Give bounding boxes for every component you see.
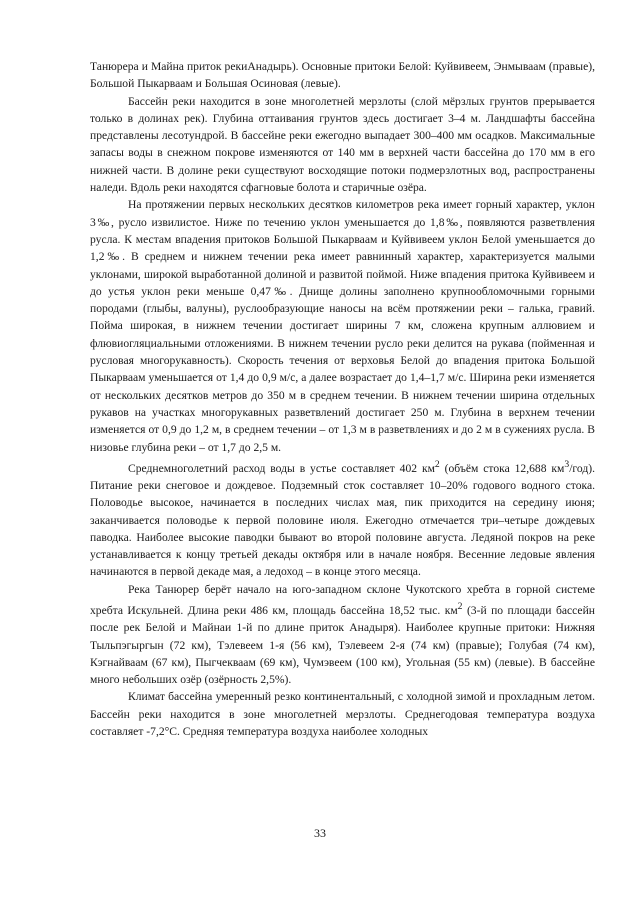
paragraph-discharge xyxy=(90,456,595,581)
page-number: 33 xyxy=(314,826,326,840)
superscript-2: 2 xyxy=(434,458,440,470)
discharge-text-b: (объём стока 12,688 км xyxy=(439,461,565,475)
tanyurer-text-b: (3-й по площади бассейн после рек Белой и Майнаи 1-й по длине приток Анадыря). Наиболее крупные притоки: Нижняя Тыльпэгыргын (72 км), Тэлевеем 1-я (56 км), Тэлевеем 2-я (74 км) (правые); Голубая (74 км), Кэгнайваам (67 км), Пыгчекваам (69 км), Чумэвеем (100 км), Угольная (55 км) (левые). В бассейне много небольших озёр (озёрность 2,5%). xyxy=(90,603,595,687)
discharge-text-c: /год). Питание реки снеговое и дождевое. Подземный сток составляет 10–20% годового водного стока. Половодье высокое, начинается в последних числах мая, пик приходится на середину июня; заканчивается половодье к первой половине июля. Ежегодно отмечается три–четыре дождевых паводка. Наиболее высокие паводки бывают во второй половине августа. Ледяной покров на реке устанавливается к концу третьей декады октября или в начале ноября. Весенние ледовые явления начинаются в первой декаде мая, а ледоход – в конце этого месяца. xyxy=(90,461,596,579)
paragraph-permafrost: Бассейн реки находится в зоне многолетней мерзлоты (слой мёрзлых грунтов прерывается только в долинах рек). Глубина оттаивания грунтов здесь достигает 3–4 м. Ландшафты бассейна представлены лесотундрой. В бассейне реки ежегодно выпадает 300–400 мм осадков. Максимальные запасы воды в снежном покрове изменяются от 140 мм в верхней части бассейна до 170 мм в его нижней части. В долине реки существуют восходящие потоки подмерзлотных вод, распространены наледи. Вдоль реки находятся сфагновые болота и старичные озёра. xyxy=(90,94,595,195)
paragraph-continuation: Танюрера и Майна приток рекиАнадырь). Основные притоки Белой: Куйвивеем, Энмываам (правые), Большой Пыкарваам и Большая Осиновая (левые). xyxy=(90,60,595,91)
discharge-text-a: Среднемноголетний расход воды в устье составляет 402 км xyxy=(128,461,435,475)
body-text xyxy=(90,58,595,740)
paragraph-climate: Климат бассейна умеренный резко континентальный, с холодной зимой и прохладным летом. Бассейн реки находится в зоне многолетней мерзлоты. Среднегодовая температура воздуха составляет -7,2°С. Средняя температура воздуха наиболее холодных xyxy=(90,690,595,738)
superscript-2: 2 xyxy=(457,601,463,613)
tanyurer-text-a: Река Танюрер берёт начало на юго-западном склоне Чукотского хребта в горной системе хребта Искульней. Длина реки 486 км, площадь бассейна 18,52 тыс. км xyxy=(90,582,595,617)
superscript-3: 3 xyxy=(564,458,570,470)
paragraph-tanyurer xyxy=(90,581,595,689)
paragraph-channel: На протяжении первых нескольких десятков километров река имеет горный характер, уклон 3‰, русло извилистое. Ниже по течению уклон уменьшается до 1,8‰, появляются разветвления русла. К местам впадения притоков Большой Пыкарваам и Куйвивеем уклон Белой уменьшается до 1,2‰. В среднем и нижнем течении река имеет равнинный характер, характеризуется малыми уклонами, широкой выработанной долиной и развитой поймой. Ниже впадения притока Куйвивеем и до устья уклон реки меньше 0,47‰. Днище долины заполнено крупнообломочными горными породами (глыбы, валуны), руслообразующие наносы на всём протяжении реки – галька, гравий. Пойма широкая, в нижнем течении достигает ширины 7 км, сложена крупным аллювием и флювиогляциальными отложениями. В нижнем течении русло реки делится на рукава (пойменная и русловая многорукавность). Скорость течения от верховья Белой до впадения притока Большой Пыкарваам уменьшается от 1,4 до 0,9 м/с, а далее возрастает до 1,4–1,7 м/с. Ширина реки изменяется от нескольких десятков метров до 350 м в среднем течении. В нижнем течении ширина отдельных рукавов на участках многорукавных разветвлений достигает 250 м. Глубина в верхнем течении изменяется от 0,9 до 1,2 м, в среднем течении – от 1,3 м в разветвлениях и до 2 м в сужениях русла. В низовье глубина реки – от 1,7 до 2,5 м. xyxy=(90,198,595,454)
